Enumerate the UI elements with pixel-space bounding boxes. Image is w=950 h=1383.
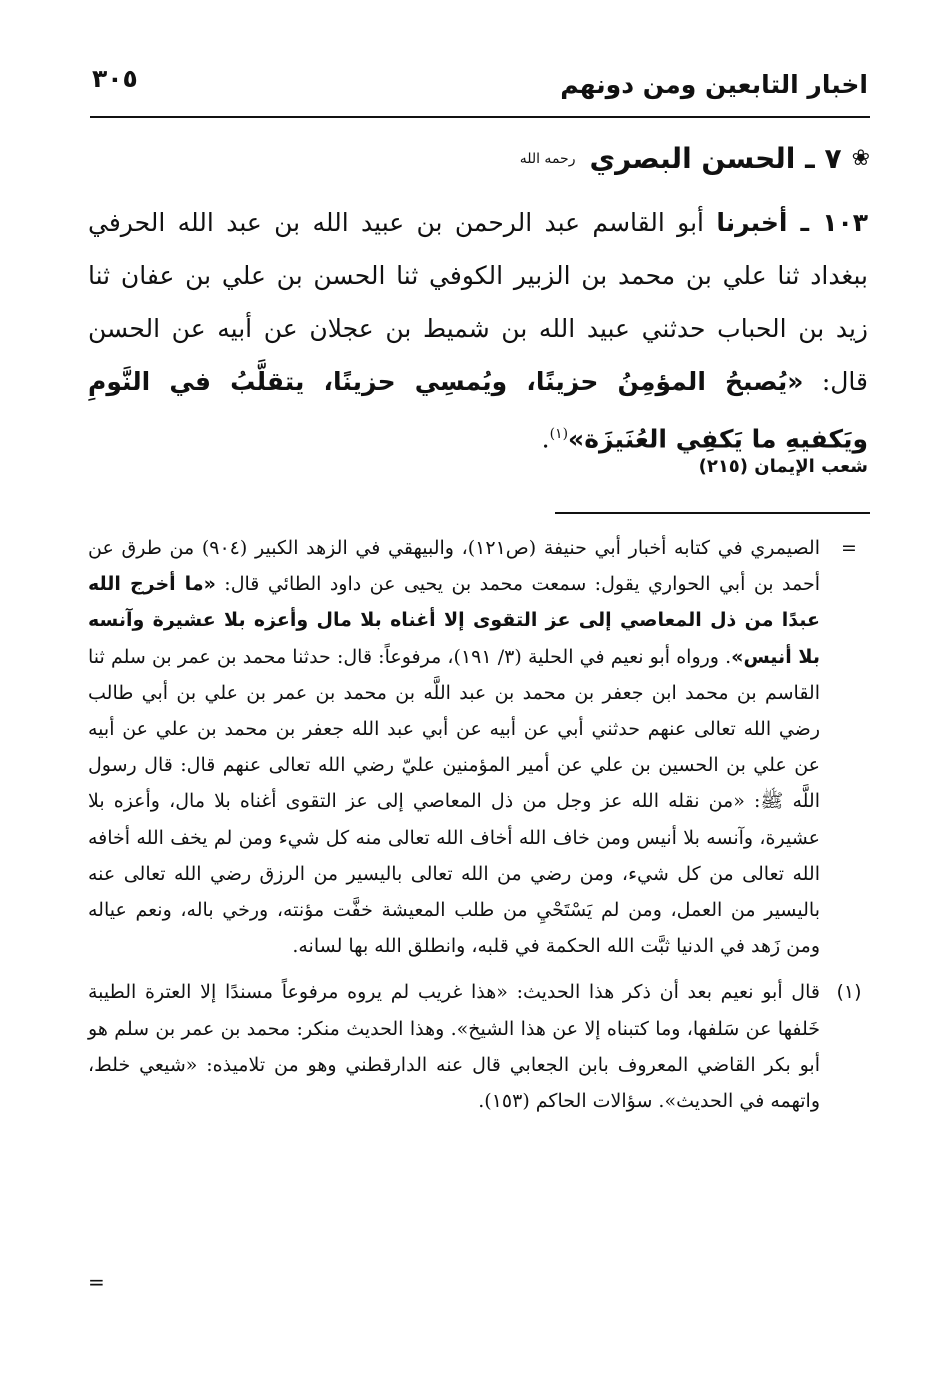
footnote-segment: الصيمري في كتابه أخبار أبي حنيفة (ص١٢١)، والبيهقي في الزهد الكبير (٩٠٤) من طرق عن أحمد بن أبي الحواري يقول: سمعت محمد بن يحيى عن داود الطائي قال: [88, 537, 821, 596]
footnotes [88, 530, 868, 1119]
narration-block [88, 196, 868, 465]
section-heading [520, 142, 870, 175]
narration-number: ١٠٣ ـ أخبرنا [716, 208, 868, 237]
narration-isnad: أبو القاسم عبد الرحمن بن عبيد الله بن عبد الله الحرفي ببغداد ثنا علي بن محمد بن الزبير الكوفي ثنا الحسن بن علي بن عفان ثنا زيد بن الحباب حدثني عبيد الله بن شميط بن عجلان عن أبيه عن الحسن قال: [88, 208, 868, 396]
footnote-reference[interactable]: (١) [549, 426, 569, 442]
narration-paragraph [88, 196, 868, 465]
footnote-separator [555, 512, 870, 514]
footnote-text [88, 530, 820, 964]
footnote-quote: «ما أخرج الله عبدًا من ذل المعاصي إلى عز التقوى إلا أغناه بلا مال وأعزه بلا عشيرة وآنسه بلا أنيس» [88, 573, 820, 668]
footnote-mark: = [841, 537, 857, 559]
flower-ornament-icon: ❀ [851, 146, 870, 171]
footnote [88, 974, 868, 1119]
header-rule [90, 116, 870, 118]
narration-end: . [541, 424, 550, 454]
footnote-mark: (١) [836, 981, 862, 1004]
honorific-ligature: رحمه الله [519, 150, 576, 167]
footnote-segment: . ورواه أبو نعيم في الحلية (٣/ ١٩١)، مرفوعاً: قال: حدثنا محمد بن عمر بن سلم ثنا القاسم بن محمد ابن جعفر بن محمد بن عبد اللَّه بن محمد بن عمر بن علي بن أبي طالب رضي الله تعالى عنهم حدثني أبي عن أبيه عن أبي عبد الله جعفر بن محمد بن علي عن أبيه عن علي بن الحسين بن علي عن أمير المؤمنين عليّ رضي الله تعالى عنهم قال: قال رسول اللَّه ﷺ: «من نقله الله عز وجل من ذل المعاصي إلى عز التقوى أغناه بلا مال، وأعزه بلا عشيرة، وآنسه بلا أنيس ومن خاف الله أخاف الله تعالى منه كل شيء ومن لم يخف الله أخافه الله تعالى من كل شيء، ومن رضي من الله تعالى باليسير من الرزق رضي الله تعالى عنه باليسير من العمل، ومن لم يَسْتَحْيِ من طلب المعيشة خفَّت مؤنته، ورخي باله، ونعم عياله ومن زَهد في الدنيا ثبَّت الله الحكمة في قلبه، وانطلق الله بها لسانه. [88, 645, 820, 958]
page-number: ٣٠٥ [92, 64, 138, 93]
source-reference: شعب الإيمان (٢١٥) [698, 456, 868, 477]
footnote-segment: قال أبو نعيم بعد أن ذكر هذا الحديث: «هذا غريب لم يروه مرفوعاً مسندًا إلا العترة الطيبة خَلفها عن سَلفها، وما كتبناه إلا عن هذا الشيخ». وهذا الحديث منكر: محمد بن عمر بن سلم هو أبو بكر القاضي المعروف بابن الجعابي قال عنه الدارقطني وهو من تلاميذه: «شيعي خلط، واتهمه في الحديث». سؤالات الحاكم (١٥٣). [88, 981, 820, 1113]
footnote [88, 530, 868, 964]
continuation-mark: = [88, 1270, 105, 1294]
section-title: ٧ ـ الحسن البصري [589, 142, 842, 175]
footnote-text [88, 974, 820, 1119]
narration-matn: «يُصبحُ المؤمِنُ حزينًا، ويُمسِي حزينًا، يتقلَّبُ في النَّومِ ويَكفيهِ ما يَكفِي العُنَيزَة» [88, 367, 868, 454]
running-title: اخبار التابعين ومن دونهم [560, 70, 868, 99]
